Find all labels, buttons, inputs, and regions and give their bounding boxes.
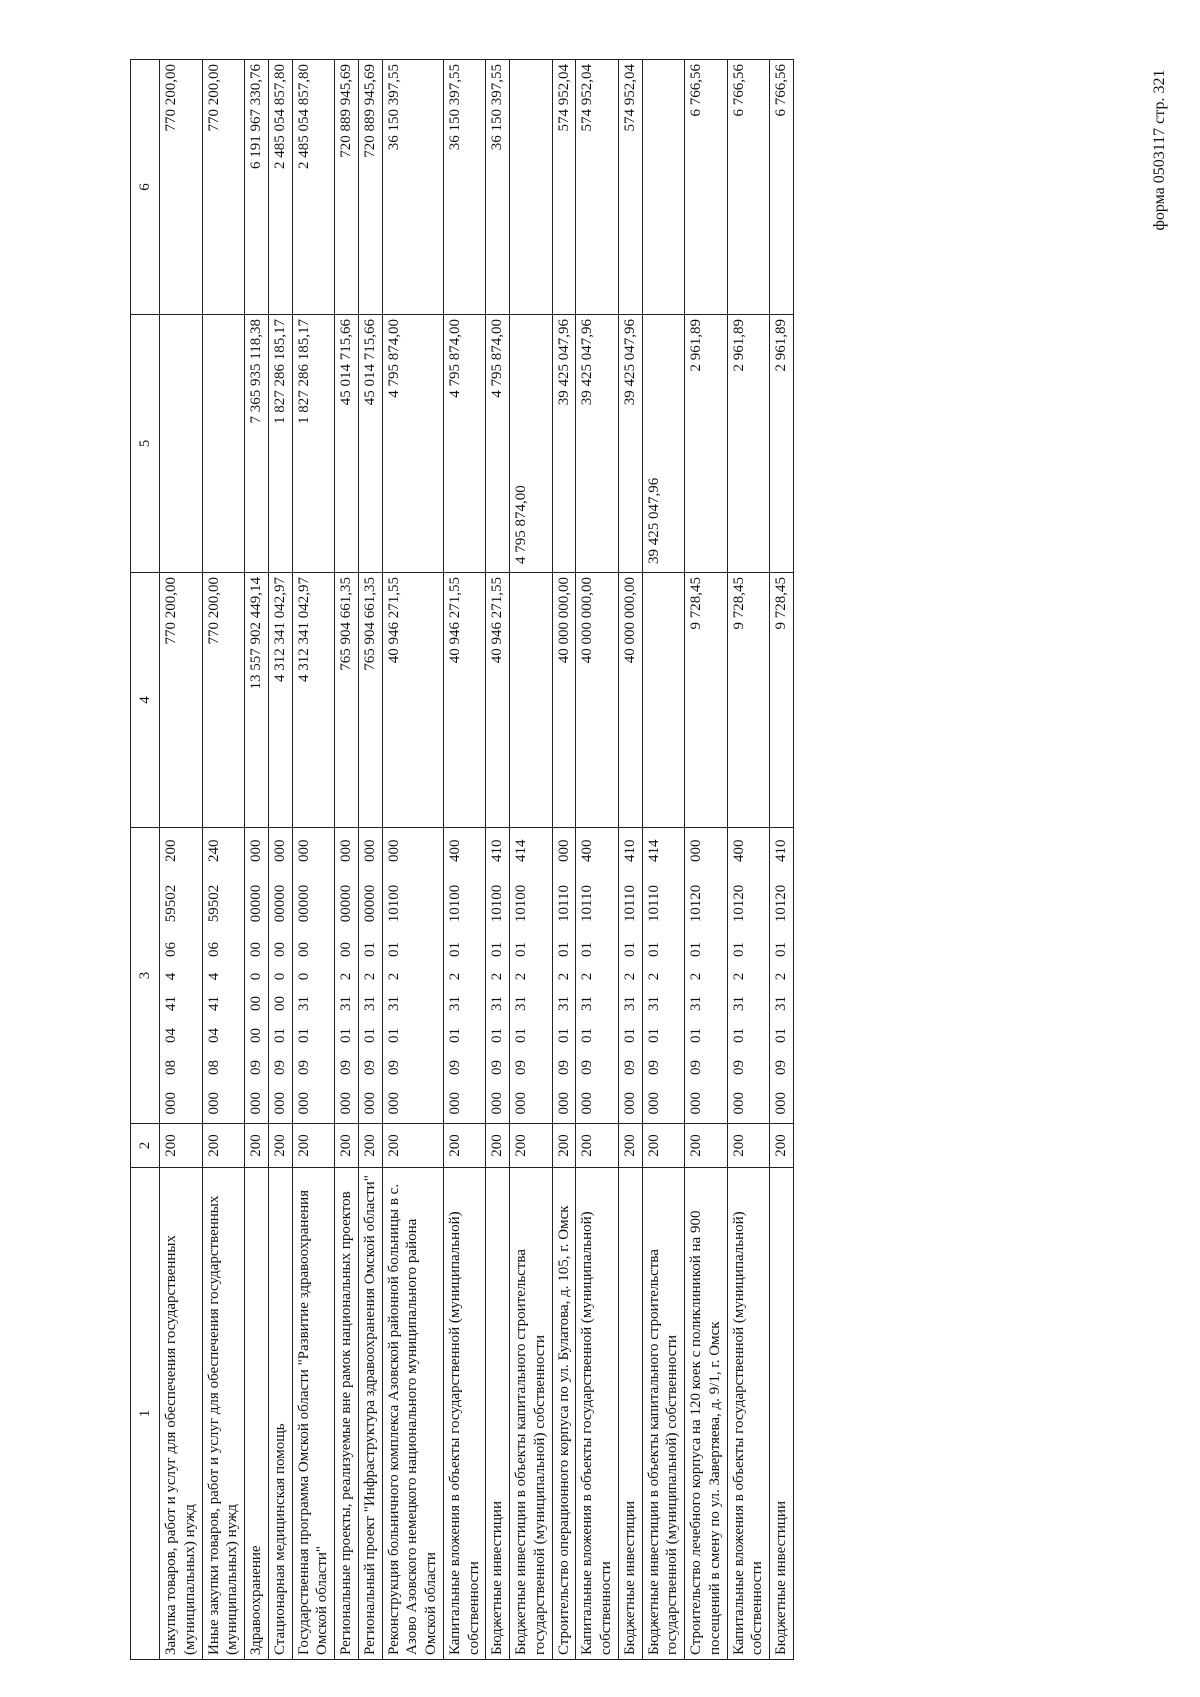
code-part: 2 xyxy=(770,966,794,988)
code-part: 01 xyxy=(727,1020,770,1052)
row-name: Закупка товаров, работ и услуг для обеспечения государственных (муниципальных) нужд xyxy=(160,1168,203,1660)
code-part: 41 xyxy=(160,988,203,1020)
row-name: Бюджетные инвестиции xyxy=(618,1168,642,1660)
code-part: 31 xyxy=(618,988,642,1020)
executed-amount: 2 961,89 xyxy=(685,315,728,573)
code-part: 000 xyxy=(770,1084,794,1124)
code-part: 400 xyxy=(443,828,486,874)
code-part: 410 xyxy=(486,828,510,874)
table-row xyxy=(443,60,486,1660)
code-part: 01 xyxy=(618,1020,642,1052)
table-row xyxy=(727,60,770,1660)
code-part: 10120 xyxy=(770,874,794,934)
executed-amount: 7 365 935 118,38 xyxy=(245,315,269,573)
code-part: 31 xyxy=(358,988,382,1020)
code-part: 09 xyxy=(618,1052,642,1084)
code-part: 400 xyxy=(727,828,770,874)
budget-table xyxy=(130,59,794,1660)
code-part: 01 xyxy=(443,1020,486,1052)
code-part: 000 xyxy=(685,828,728,874)
row-name: Реконструкция больничного комплекса Азовской районной больницы в с. Азово Азовского немецкого национального муниципального района Омской области xyxy=(382,1168,443,1660)
code-part: 2 xyxy=(382,966,443,988)
code-part: 000 xyxy=(358,828,382,874)
executed-amount: 39 425 047,96 xyxy=(576,315,619,573)
col-header-3: 3 xyxy=(131,828,160,1124)
table-row xyxy=(552,60,576,1660)
code-part: 000 xyxy=(382,1084,443,1124)
row-name: Государственная программа Омской области "Развитие здравоохранения Омской области" xyxy=(292,1168,335,1660)
row-name: Бюджетные инвестиции xyxy=(486,1168,510,1660)
code-part: 31 xyxy=(552,988,576,1020)
code-part: 01 xyxy=(335,1020,359,1052)
row-name: Здравоохранение xyxy=(245,1168,269,1660)
approved-amount: 770 200,00 xyxy=(202,573,245,828)
code-part: 10100 xyxy=(486,874,510,934)
code-part: 01 xyxy=(685,1020,728,1052)
approved-amount: 4 312 341 042,97 xyxy=(268,573,292,828)
approved-amount: 40 000 000,00 xyxy=(618,573,642,828)
code-part: 0 xyxy=(268,966,292,988)
table-row xyxy=(358,60,382,1660)
code-part: 000 xyxy=(245,1084,269,1124)
code-part: 00000 xyxy=(245,874,269,934)
unexecuted-amount: 6 766,56 xyxy=(685,60,728,315)
executed-amount: 39 425 047,96 xyxy=(552,315,576,573)
executed-amount: 39 425 047,96 xyxy=(618,315,642,573)
table-row xyxy=(685,60,728,1660)
code-part: 09 xyxy=(685,1052,728,1084)
code-part: 000 xyxy=(335,828,359,874)
code-part: 414 xyxy=(642,828,685,874)
code-part: 01 xyxy=(770,1020,794,1052)
approved-amount: 9 728,45 xyxy=(685,573,728,828)
row-line-code: 200 xyxy=(358,1124,382,1168)
row-name: Капитальные вложения в объекты государственной (муниципальной) собственности xyxy=(443,1168,486,1660)
code-part: 000 xyxy=(552,828,576,874)
row-line-code: 200 xyxy=(642,1124,685,1168)
table-row xyxy=(202,60,245,1660)
row-name: Региональный проект "Инфраструктура здравоохранения Омской области" xyxy=(358,1168,382,1660)
row-line-code: 200 xyxy=(685,1124,728,1168)
code-part: 00 xyxy=(245,988,269,1020)
code-part: 09 xyxy=(576,1052,619,1084)
executed-amount: 39 425 047,96 xyxy=(642,315,685,573)
unexecuted-amount: 36 150 397,55 xyxy=(382,60,443,315)
code-part: 000 xyxy=(268,828,292,874)
code-part: 01 xyxy=(770,934,794,966)
unexecuted-amount: 36 150 397,55 xyxy=(486,60,510,315)
code-part: 000 xyxy=(160,1084,203,1124)
code-part: 09 xyxy=(382,1052,443,1084)
code-part: 000 xyxy=(642,1084,685,1124)
row-line-code: 200 xyxy=(576,1124,619,1168)
code-part: 09 xyxy=(642,1052,685,1084)
code-part: 09 xyxy=(268,1052,292,1084)
code-part: 000 xyxy=(552,1084,576,1124)
code-part: 31 xyxy=(335,988,359,1020)
code-part: 01 xyxy=(486,934,510,966)
code-part: 2 xyxy=(618,966,642,988)
code-part: 01 xyxy=(382,1020,443,1052)
approved-amount: 40 946 271,55 xyxy=(443,573,486,828)
code-part: 00000 xyxy=(292,874,335,934)
code-part: 00000 xyxy=(268,874,292,934)
row-line-code: 200 xyxy=(552,1124,576,1168)
executed-amount: 1 827 286 185,17 xyxy=(268,315,292,573)
executed-amount: 4 795 874,00 xyxy=(510,315,553,573)
row-name: Капитальные вложения в объекты государственной (муниципальной) собственности xyxy=(727,1168,770,1660)
code-part: 01 xyxy=(486,1020,510,1052)
code-part: 000 xyxy=(292,1084,335,1124)
row-line-code: 200 xyxy=(202,1124,245,1168)
approved-amount: 40 000 000,00 xyxy=(552,573,576,828)
code-part: 09 xyxy=(770,1052,794,1084)
code-part: 2 xyxy=(335,966,359,988)
row-name: Бюджетные инвестиции xyxy=(770,1168,794,1660)
code-part: 000 xyxy=(727,1084,770,1124)
code-part: 000 xyxy=(486,1084,510,1124)
code-part: 000 xyxy=(335,1084,359,1124)
executed-amount: 1 827 286 185,17 xyxy=(292,315,335,573)
code-part: 10120 xyxy=(727,874,770,934)
table-row xyxy=(618,60,642,1660)
row-name: Строительство лечебного корпуса на 120 коек с поликлиникой на 900 посещений в смену по ул. Завертяева, д. 9/1, г. Омск xyxy=(685,1168,728,1660)
code-part: 414 xyxy=(510,828,553,874)
approved-amount: 40 946 271,55 xyxy=(382,573,443,828)
code-part: 31 xyxy=(770,988,794,1020)
approved-amount: 40 000 000,00 xyxy=(576,573,619,828)
code-part: 10110 xyxy=(552,874,576,934)
unexecuted-amount: 2 485 054 857,80 xyxy=(268,60,292,315)
unexecuted-amount: 574 952,04 xyxy=(618,60,642,315)
unexecuted-amount xyxy=(642,60,685,315)
form-reference: форма 0503117 стр. 321 xyxy=(1151,69,1168,231)
unexecuted-amount: 720 889 945,69 xyxy=(335,60,359,315)
row-line-code: 200 xyxy=(510,1124,553,1168)
code-part: 09 xyxy=(245,1052,269,1084)
code-part: 000 xyxy=(245,828,269,874)
code-part: 31 xyxy=(685,988,728,1020)
code-part: 09 xyxy=(292,1052,335,1084)
code-part: 2 xyxy=(443,966,486,988)
code-part: 000 xyxy=(292,828,335,874)
code-part: 09 xyxy=(510,1052,553,1084)
row-line-code: 200 xyxy=(770,1124,794,1168)
code-part: 08 xyxy=(202,1052,245,1084)
code-part: 00 xyxy=(268,934,292,966)
code-part: 00 xyxy=(335,934,359,966)
code-part: 01 xyxy=(382,934,443,966)
code-part: 01 xyxy=(268,1020,292,1052)
row-name: Бюджетные инвестиции в объекты капитального строительства государственной (муниципальной) собственности xyxy=(510,1168,553,1660)
code-part: 2 xyxy=(510,966,553,988)
code-part: 01 xyxy=(576,1020,619,1052)
row-line-code: 200 xyxy=(268,1124,292,1168)
code-part: 00000 xyxy=(335,874,359,934)
approved-amount: 770 200,00 xyxy=(160,573,203,828)
code-part: 31 xyxy=(510,988,553,1020)
code-part: 01 xyxy=(358,1020,382,1052)
unexecuted-amount: 770 200,00 xyxy=(202,60,245,315)
approved-amount: 9 728,45 xyxy=(727,573,770,828)
approved-amount xyxy=(642,573,685,828)
row-line-code: 200 xyxy=(486,1124,510,1168)
code-part: 01 xyxy=(576,934,619,966)
code-part: 200 xyxy=(160,828,203,874)
code-part: 000 xyxy=(202,1084,245,1124)
unexecuted-amount: 6 766,56 xyxy=(727,60,770,315)
approved-amount: 9 728,45 xyxy=(770,573,794,828)
code-part: 10120 xyxy=(685,874,728,934)
code-part: 09 xyxy=(552,1052,576,1084)
col-header-4: 4 xyxy=(131,573,160,828)
executed-amount: 4 795 874,00 xyxy=(382,315,443,573)
unexecuted-amount: 6 766,56 xyxy=(770,60,794,315)
code-part: 01 xyxy=(685,934,728,966)
code-part: 10110 xyxy=(642,874,685,934)
code-part: 10100 xyxy=(443,874,486,934)
approved-amount: 765 904 661,35 xyxy=(335,573,359,828)
code-part: 00 xyxy=(292,934,335,966)
code-part: 000 xyxy=(382,828,443,874)
code-part: 000 xyxy=(268,1084,292,1124)
code-part: 10100 xyxy=(382,874,443,934)
code-part: 01 xyxy=(552,934,576,966)
code-part: 00000 xyxy=(358,874,382,934)
code-part: 4 xyxy=(160,966,203,988)
code-part: 4 xyxy=(202,966,245,988)
unexecuted-amount: 36 150 397,55 xyxy=(443,60,486,315)
code-part: 41 xyxy=(202,988,245,1020)
code-part: 000 xyxy=(618,1084,642,1124)
code-part: 01 xyxy=(510,1020,553,1052)
row-name: Иные закупки товаров, работ и услуг для обеспечения государственных (муниципальных) нужд xyxy=(202,1168,245,1660)
table-row xyxy=(335,60,359,1660)
code-part: 01 xyxy=(510,934,553,966)
col-header-6: 6 xyxy=(131,60,160,315)
unexecuted-amount: 574 952,04 xyxy=(552,60,576,315)
code-part: 31 xyxy=(382,988,443,1020)
table-row xyxy=(245,60,269,1660)
code-part: 000 xyxy=(510,1084,553,1124)
unexecuted-amount: 720 889 945,69 xyxy=(358,60,382,315)
code-part: 0 xyxy=(292,966,335,988)
code-part: 01 xyxy=(642,934,685,966)
executed-amount xyxy=(160,315,203,573)
code-part: 09 xyxy=(727,1052,770,1084)
table-row xyxy=(292,60,335,1660)
code-part: 31 xyxy=(443,988,486,1020)
row-name: Капитальные вложения в объекты государственной (муниципальной) собственности xyxy=(576,1168,619,1660)
approved-amount: 13 557 902 449,14 xyxy=(245,573,269,828)
code-part: 31 xyxy=(486,988,510,1020)
code-part: 31 xyxy=(292,988,335,1020)
code-part: 01 xyxy=(727,934,770,966)
code-part: 31 xyxy=(727,988,770,1020)
approved-amount: 4 312 341 042,97 xyxy=(292,573,335,828)
column-number-row xyxy=(131,60,160,1660)
code-part: 01 xyxy=(443,934,486,966)
approved-amount xyxy=(510,573,553,828)
code-part: 2 xyxy=(576,966,619,988)
code-part: 10110 xyxy=(576,874,619,934)
code-part: 000 xyxy=(576,1084,619,1124)
code-part: 410 xyxy=(770,828,794,874)
col-header-5: 5 xyxy=(131,315,160,573)
rotated-table-wrapper xyxy=(130,60,794,1660)
code-part: 04 xyxy=(202,1020,245,1052)
code-part: 09 xyxy=(335,1052,359,1084)
code-part: 09 xyxy=(486,1052,510,1084)
code-part: 08 xyxy=(160,1052,203,1084)
code-part: 01 xyxy=(552,1020,576,1052)
code-part: 240 xyxy=(202,828,245,874)
col-header-2: 2 xyxy=(131,1124,160,1168)
executed-amount: 45 014 715,66 xyxy=(358,315,382,573)
unexecuted-amount: 574 952,04 xyxy=(576,60,619,315)
code-part: 2 xyxy=(552,966,576,988)
code-part: 01 xyxy=(642,1020,685,1052)
executed-amount: 4 795 874,00 xyxy=(443,315,486,573)
code-part: 31 xyxy=(642,988,685,1020)
code-part: 09 xyxy=(443,1052,486,1084)
table-row xyxy=(486,60,510,1660)
row-line-code: 200 xyxy=(335,1124,359,1168)
row-line-code: 200 xyxy=(443,1124,486,1168)
code-part: 31 xyxy=(576,988,619,1020)
executed-amount: 4 795 874,00 xyxy=(486,315,510,573)
table-row xyxy=(642,60,685,1660)
code-part: 000 xyxy=(358,1084,382,1124)
code-part: 00 xyxy=(245,1020,269,1052)
unexecuted-amount: 770 200,00 xyxy=(160,60,203,315)
code-part: 2 xyxy=(685,966,728,988)
table-row xyxy=(510,60,553,1660)
code-part: 59502 xyxy=(202,874,245,934)
row-line-code: 200 xyxy=(292,1124,335,1168)
col-header-1: 1 xyxy=(131,1168,160,1660)
row-line-code: 200 xyxy=(245,1124,269,1168)
code-part: 2 xyxy=(486,966,510,988)
unexecuted-amount: 6 191 967 330,76 xyxy=(245,60,269,315)
unexecuted-amount xyxy=(510,60,553,315)
code-part: 000 xyxy=(685,1084,728,1124)
table-body xyxy=(131,60,794,1660)
code-part: 06 xyxy=(160,934,203,966)
code-part: 10110 xyxy=(618,874,642,934)
code-part: 410 xyxy=(618,828,642,874)
row-name: Стационарная медицинская помощь xyxy=(268,1168,292,1660)
code-part: 0 xyxy=(245,966,269,988)
unexecuted-amount: 2 485 054 857,80 xyxy=(292,60,335,315)
table-row xyxy=(268,60,292,1660)
code-part: 000 xyxy=(443,1084,486,1124)
table-row xyxy=(576,60,619,1660)
code-part: 01 xyxy=(358,934,382,966)
executed-amount: 45 014 715,66 xyxy=(335,315,359,573)
code-part: 2 xyxy=(642,966,685,988)
code-part: 400 xyxy=(576,828,619,874)
table-row xyxy=(770,60,794,1660)
code-part: 06 xyxy=(202,934,245,966)
row-name: Строительство операционного корпуса по ул. Булатова, д. 105, г. Омск xyxy=(552,1168,576,1660)
executed-amount: 2 961,89 xyxy=(770,315,794,573)
row-name: Бюджетные инвестиции в объекты капитального строительства государственной (муниципальной) собственности xyxy=(642,1168,685,1660)
code-part: 09 xyxy=(358,1052,382,1084)
approved-amount: 40 946 271,55 xyxy=(486,573,510,828)
code-part: 04 xyxy=(160,1020,203,1052)
row-line-code: 200 xyxy=(618,1124,642,1168)
row-name: Региональные проекты, реализуемые вне рамок национальных проектов xyxy=(335,1168,359,1660)
code-part: 10100 xyxy=(510,874,553,934)
approved-amount: 765 904 661,35 xyxy=(358,573,382,828)
row-line-code: 200 xyxy=(160,1124,203,1168)
row-line-code: 200 xyxy=(727,1124,770,1168)
table-row xyxy=(160,60,203,1660)
code-part: 01 xyxy=(618,934,642,966)
code-part: 59502 xyxy=(160,874,203,934)
code-part: 00 xyxy=(268,988,292,1020)
row-line-code: 200 xyxy=(382,1124,443,1168)
table-row xyxy=(382,60,443,1660)
code-part: 2 xyxy=(727,966,770,988)
executed-amount xyxy=(202,315,245,573)
code-part: 2 xyxy=(358,966,382,988)
code-part: 01 xyxy=(292,1020,335,1052)
executed-amount: 2 961,89 xyxy=(727,315,770,573)
code-part: 00 xyxy=(245,934,269,966)
